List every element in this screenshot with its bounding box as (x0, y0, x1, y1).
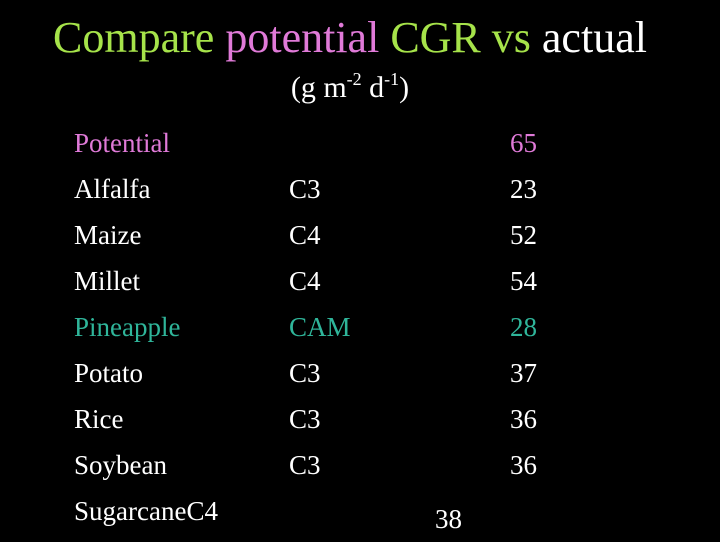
units-open: (g m (290, 71, 347, 104)
photosynthesis-type: C3 (289, 450, 321, 480)
table-row-potato (0, 350, 720, 396)
crop-name: Millet (74, 266, 140, 296)
table-row-maize (0, 212, 720, 258)
crop-name: Potato (74, 358, 144, 388)
photosynthesis-type: C4 (186, 496, 218, 526)
table-row-rice (0, 396, 720, 442)
photosynthesis-type: C4 (289, 220, 321, 250)
table-row-sugarcane (0, 488, 720, 534)
cgr-value: 38 (435, 504, 462, 534)
crop-name-with-type (74, 488, 218, 534)
photosynthesis-type: C3 (289, 404, 321, 434)
crop-name: Maize (74, 220, 142, 250)
table-row-soybean (0, 442, 720, 488)
cgr-value: 52 (510, 220, 537, 250)
photosynthesis-type: C3 (289, 174, 321, 204)
table-row-alfalfa (0, 166, 720, 212)
crop-name: Rice (74, 404, 124, 434)
cgr-value: 37 (510, 358, 537, 388)
cgr-value: 23 (510, 174, 537, 204)
title-part-compare: Compare (53, 13, 215, 62)
crop-name: Pineapple (74, 312, 181, 342)
title-part-potential: potential (225, 13, 380, 62)
crop-name: Alfalfa (74, 174, 151, 204)
cgr-value: 28 (510, 312, 537, 342)
table-row-millet (0, 258, 720, 304)
crop-name: Potential (74, 128, 170, 158)
crop-table (0, 120, 720, 534)
photosynthesis-type: C3 (289, 358, 321, 388)
cgr-value: 65 (510, 128, 537, 158)
table-row-pineapple (0, 304, 720, 350)
slide-title (0, 10, 700, 66)
units-close: ) (399, 71, 410, 104)
photosynthesis-type: CAM (289, 312, 351, 342)
units-subtitle (0, 70, 700, 106)
title-part-cgr-vs: CGR vs (390, 13, 531, 62)
units-mid: d (361, 71, 385, 104)
cgr-value: 36 (510, 450, 537, 480)
crop-name: Sugarcane (74, 496, 187, 526)
photosynthesis-type: C4 (289, 266, 321, 296)
cgr-value: 36 (510, 404, 537, 434)
cgr-value: 54 (510, 266, 537, 296)
units-exponent-m: -2 (346, 69, 362, 89)
crop-name: Soybean (74, 450, 167, 480)
title-part-actual: actual (541, 13, 647, 62)
table-row-potential (0, 120, 720, 166)
units-exponent-d: -1 (384, 69, 400, 89)
